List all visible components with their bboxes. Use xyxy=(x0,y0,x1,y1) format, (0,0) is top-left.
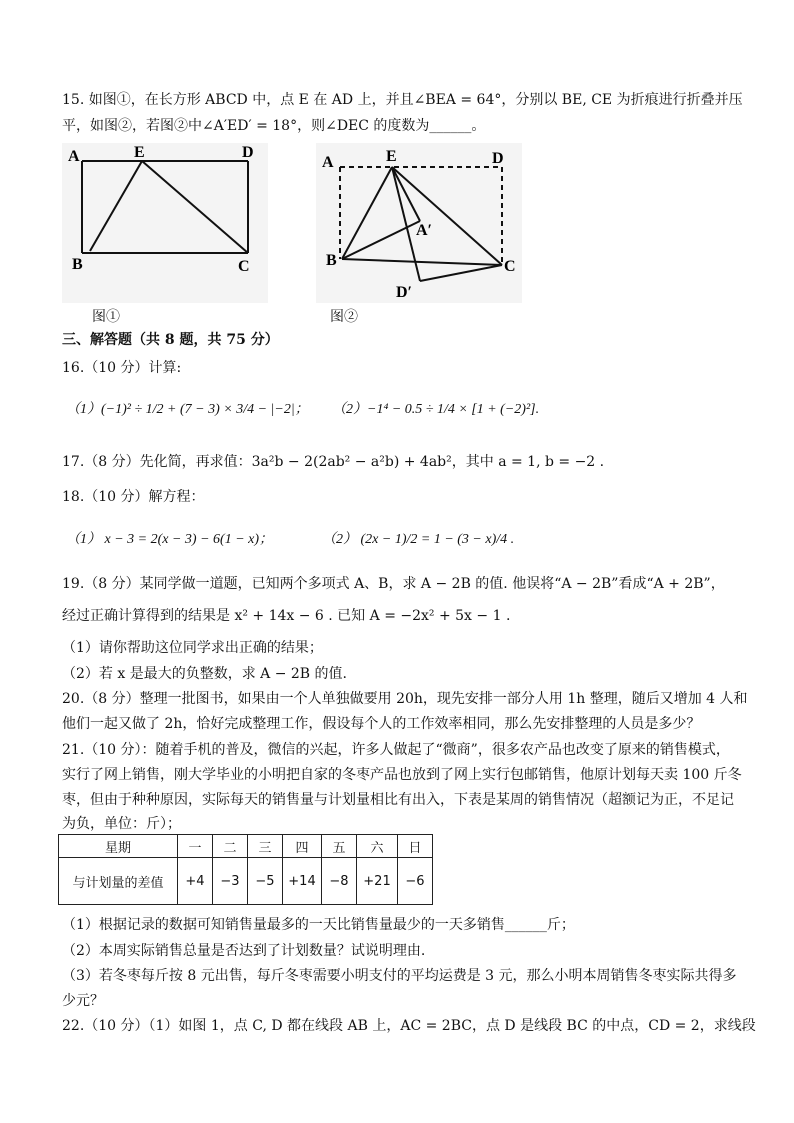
fig2-label-e: E xyxy=(386,148,397,165)
q22-line1: 22.（10 分）（1）如图 1，点 C, D 都在线段 AB 上，AC = 2BC，点 D 是线段 BC 的中点，CD = 2，求线段 xyxy=(62,1018,756,1034)
q20-line1: 20.（8 分）整理一批图书，如果由一个人单独做要用 20h，现先安排一部分人用 1h 整理，随后又增加 4 人和 xyxy=(62,691,748,707)
sales-table xyxy=(58,834,433,905)
fig2-label-a: A xyxy=(322,154,334,171)
table-day: 六 xyxy=(357,835,398,858)
table-day: 三 xyxy=(248,835,283,858)
fig2-label-d: D xyxy=(492,150,504,167)
figure-1 xyxy=(62,143,268,303)
table-day: 四 xyxy=(283,835,322,858)
q19-line2: 经过正确计算得到的结果是 x² + 14x − 6 . 已知 A = −2x² + 5x − 1 . xyxy=(62,608,511,624)
q16-part2: （2）−1⁴ − 0.5 ÷ 1/4 × [1 + (−2)²]. xyxy=(332,402,540,417)
q21-sub2: （2）本周实际销售总量是否达到了计划数量？试说明理由. xyxy=(62,943,426,959)
q18-part1: （1） x − 3 = 2(x − 3) − 6(1 − x)； xyxy=(66,532,274,547)
q19-sub1: （1）请你帮助这位同学求出正确的结果； xyxy=(62,640,323,656)
fig1-label-e: E xyxy=(134,144,145,161)
figure-2 xyxy=(316,143,522,303)
section-heading: 三、解答题（共 8 题，共 75 分） xyxy=(62,332,279,348)
q19-line1: 19.（8 分）某同学做一道题，已知两个多项式 A、B，求 A − 2B 的值. 他误将“A − 2B”看成“A + 2B”， xyxy=(62,576,725,592)
q18-part2: （2） (2x − 1)/2 = 1 − (3 − x)/4 . xyxy=(322,532,515,547)
fig2-label-a-prime: A′ xyxy=(416,222,433,239)
table-header-diff: 与计划量的差值 xyxy=(59,858,178,905)
fig1-label-a: A xyxy=(68,148,80,165)
q16-part1: （1）(−1)² ÷ 1/2 + (7 − 3) × 3/4 − |−2|； xyxy=(66,402,309,417)
table-value: −3 xyxy=(213,858,248,905)
table-value: −8 xyxy=(322,858,357,905)
table-day: 一 xyxy=(178,835,213,858)
table-day: 二 xyxy=(213,835,248,858)
table-value: +14 xyxy=(283,858,322,905)
q21-line3: 枣，但由于种种原因，实际每天的销售量与计划量相比有出入，下表是某周的销售情况（超额记为正，不足记 xyxy=(62,792,734,808)
fig1-label-d: D xyxy=(242,144,254,161)
q21-sub1: （1）根据记录的数据可知销售量最多的一天比销售量最少的一天多销售______斤； xyxy=(62,917,575,933)
fig2-label-c: C xyxy=(504,258,516,275)
fig1-label-c: C xyxy=(238,258,250,275)
q18-title: 18.（10 分）解方程： xyxy=(62,489,205,505)
fig1-label-b: B xyxy=(72,256,83,273)
q15-line2: 平，如图②，若图②中∠A′ED′ = 18°，则∠DEC 的度数为______。 xyxy=(62,118,486,134)
q21-line1: 21.（10 分）：随着手机的普及，微信的兴起，许多人做起了“微商”，很多农产品也改变了原来的销售模式， xyxy=(62,742,730,758)
table-day: 日 xyxy=(398,835,433,858)
fig2-label-b: B xyxy=(326,252,337,269)
q21-sub3a: （3）若冬枣每斤按 8 元出售，每斤冬枣需要小明支付的平均运费是 3 元，那么小明本周销售冬枣实际共得多 xyxy=(62,968,737,984)
table-value: −5 xyxy=(248,858,283,905)
q16-title: 16.（10 分）计算: xyxy=(62,360,182,376)
fig2-caption: 图② xyxy=(330,309,358,325)
table-row-values xyxy=(59,858,433,905)
q21-line4: 为负，单位：斤）； xyxy=(62,816,181,832)
fig1-caption: 图① xyxy=(92,309,120,325)
q21-sub3b: 少元？ xyxy=(62,993,104,1009)
q21-line2: 实行了网上销售，刚大学毕业的小明把自家的冬枣产品也放到了网上实行包邮销售，他原计划每天卖 100 斤冬 xyxy=(62,767,742,783)
q17-text: 17.（8 分）先化简，再求值：3a²b − 2(2ab² − a²b) + 4ab²，其中 a = 1, b = −2 . xyxy=(62,454,605,470)
table-header-weekday: 星期 xyxy=(59,835,178,858)
table-value: −6 xyxy=(398,858,433,905)
table-value: +4 xyxy=(178,858,213,905)
q20-line2: 他们一起又做了 2h，恰好完成整理工作，假设每个人的工作效率相同，那么先安排整理的人员是多少？ xyxy=(62,716,701,732)
table-row-days xyxy=(59,835,433,858)
table-day: 五 xyxy=(322,835,357,858)
table-value: +21 xyxy=(357,858,398,905)
q19-sub2: （2）若 x 是最大的负整数，求 A − 2B 的值. xyxy=(62,666,347,682)
q15-line1: 15. 如图①，在长方形 ABCD 中，点 E 在 AD 上，并且∠BEA = 64°，分别以 BE, CE 为折痕进行折叠并压 xyxy=(62,92,743,108)
fig2-label-d-prime: D′ xyxy=(396,284,413,301)
